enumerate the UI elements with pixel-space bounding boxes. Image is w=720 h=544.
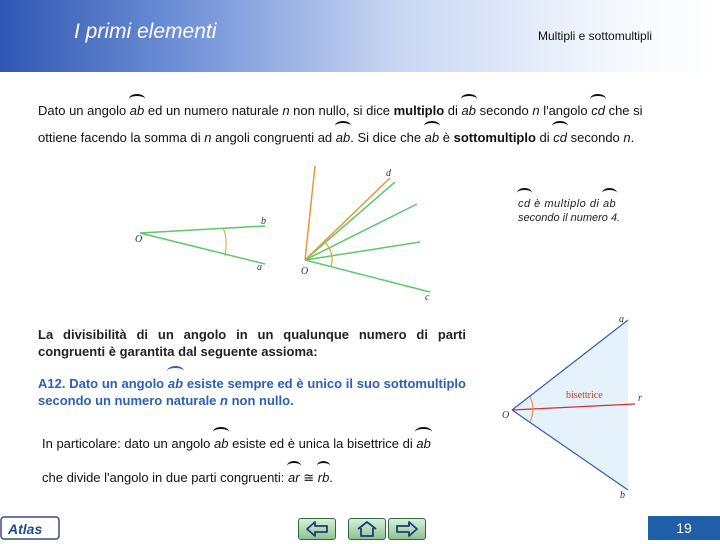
ray-c [305, 260, 430, 292]
axiom-a12: A12. Dato un angolo ab esiste sempre ed è unico il suo sottomultiplo secondo un numero naturale n non nullo. [38, 376, 466, 408]
definition-line-2: ottiene facendo la somma di n angoli congruenti ad ab. Si dice che ab è sottomultiplo di cd secondo n. [38, 130, 635, 145]
label-a-left: a [257, 262, 262, 273]
angle-ab: ab [214, 436, 229, 451]
home-button[interactable] [348, 518, 386, 540]
angle-cd: cd [553, 130, 568, 145]
multiple-angle-figure [125, 160, 445, 310]
label-r: r [638, 393, 642, 404]
label-d: d [386, 168, 391, 179]
angle-arc-left [223, 228, 226, 256]
label-O-left: O [135, 234, 143, 245]
angle-rb: rb [317, 470, 330, 485]
home-icon [349, 519, 385, 539]
next-button[interactable] [388, 518, 426, 540]
divisibility-text: La divisibilità di un angolo in un qualunque numero di parti congruenti è garantita dal seguente assioma: [38, 327, 466, 359]
label-c: c [425, 292, 430, 303]
topic-title: Multipli e sottomultipli [538, 29, 653, 43]
ray-d [305, 178, 390, 260]
term-multiplo: multiplo [393, 103, 445, 118]
angle-ab: ab [129, 103, 145, 118]
label-O-right: O [301, 266, 309, 277]
bisector-line-1: In particolare: dato un angolo ab esiste ed è unica la bisettrice di ab [42, 436, 431, 451]
definition-line-1: Dato un angolo ab ed un numero naturale n non nullo, si dice multiplo di ab secondo n l'angolo cd che si [38, 103, 643, 118]
figure-caption: cd è multiplo di ab secondo il numero 4. [518, 198, 621, 224]
angle-ab: ab [602, 198, 617, 210]
angle-cd: cd [518, 198, 531, 210]
term-sottomultiplo: sottomultiplo [453, 130, 536, 145]
label-a: a [619, 314, 624, 325]
label-O: O [502, 410, 510, 421]
page-number: 19 [648, 516, 720, 540]
angle-ab: ab [461, 103, 476, 118]
angle-ab: ab [424, 130, 440, 145]
label-b: b [261, 216, 266, 227]
angle-ab: ab [335, 130, 351, 145]
angle-arc-right [325, 242, 332, 266]
logo-text: Atlas [8, 521, 43, 537]
bisector-figure [480, 312, 650, 502]
atlas-logo [0, 516, 62, 540]
angle-ar: ar [288, 470, 300, 485]
ray-diagonal [305, 166, 315, 260]
arrow-left-icon [299, 519, 335, 539]
angle-ab: ab [416, 436, 431, 451]
prev-button[interactable] [298, 518, 336, 540]
arrow-right-icon [389, 519, 425, 539]
label-bisettrice: bisettrice [566, 390, 603, 401]
bisector-line-2: che divide l'angolo in due parti congruenti: ar ≅ rb. [42, 470, 333, 485]
ray-b-left [140, 226, 265, 233]
page-title: I primi elementi [74, 20, 217, 43]
ray-a-left [140, 233, 265, 264]
label-b: b [620, 490, 625, 501]
angle-cd: cd [591, 103, 605, 118]
angle-ab: ab [167, 376, 184, 391]
